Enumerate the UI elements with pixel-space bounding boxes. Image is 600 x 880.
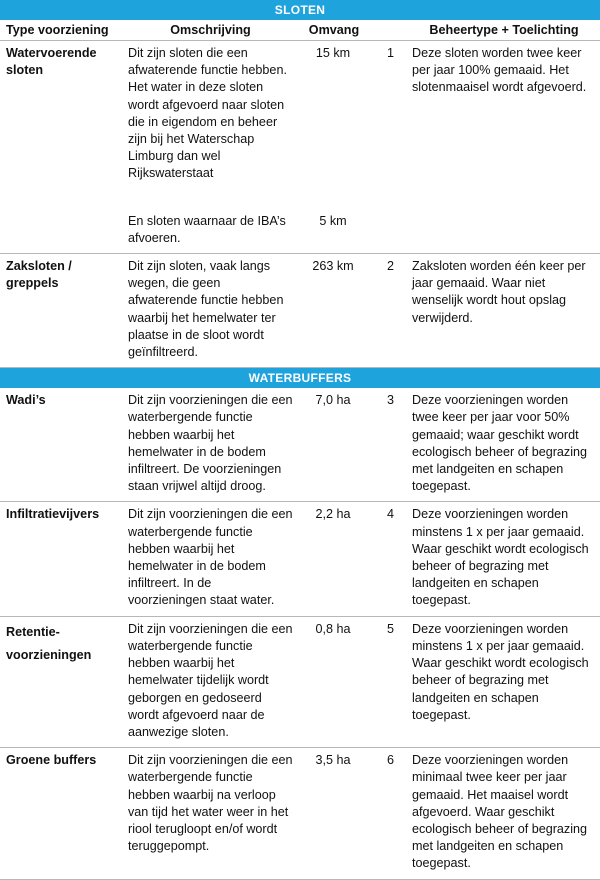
section-header-waterbuffers xyxy=(0,368,600,389)
row-note: Deze sloten worden twee keer per jaar 100% gemaaid. Het slotenmaaisel wordt afgevoerd. xyxy=(412,46,587,95)
row-code: 1 xyxy=(386,46,394,60)
row-code: 2 xyxy=(369,254,406,368)
table-row xyxy=(0,388,600,502)
row-note: Deze voorzieningen worden twee keer per jaar voor 50% gemaaid; waar geschikt wordt ecologisch beheer of begrazing met landgeiten en schapen toegepast. xyxy=(406,388,600,502)
row-description: Dit zijn voorzieningen die een waterbergende functie hebben waarbij het hemelwater tijdelijk wordt geborgen en gedoseerd wordt afgevoerd naar de aanwezige sloten. xyxy=(122,616,297,747)
row-type xyxy=(0,209,122,254)
col-header-size: Omvang xyxy=(297,20,369,41)
row-description: Dit zijn voorzieningen die een waterbergende functie hebben waarbij na verloop van tijd het water weer in het riool terugloopt en/of wordt teruggepompt. xyxy=(122,748,297,879)
column-header-row xyxy=(0,20,600,41)
row-code: 4 xyxy=(369,502,406,616)
row-note: Deze voorzieningen worden minstens 1 x per jaar gemaaid. Waar geschikt wordt ecologisch beheer of begrazing met landgeiten en schapen toegepast. xyxy=(406,502,600,616)
row-description: Dit zijn sloten die een afwaterende functie hebben. Het water in deze sloten wordt afgevoerd naar sloten die in eigendom en beheer zijn bij het Waterschap Limburg dan wel Rijkswaterstaat xyxy=(128,46,287,181)
row-size: 5 km xyxy=(297,209,369,254)
row-size: 7,0 ha xyxy=(297,388,369,502)
table-row xyxy=(0,748,600,879)
table-row xyxy=(0,502,600,616)
col-header-management: Beheertype + Toelichting xyxy=(406,20,600,41)
row-note xyxy=(406,209,600,254)
table-row xyxy=(0,209,600,254)
col-header-code xyxy=(369,20,406,41)
row-type: Wadi’s xyxy=(0,388,122,502)
row-size: 2,2 ha xyxy=(297,502,369,616)
row-type: Infiltratievijvers xyxy=(0,502,122,616)
row-description: Dit zijn sloten, vaak langs wegen, die geen afwaterende functie hebben waarbij het hemelwater ter plaatse in de sloot wordt geïnfiltreerd. xyxy=(122,254,297,368)
row-size: 0,8 ha xyxy=(297,616,369,747)
col-header-type: Type voorziening xyxy=(0,20,122,41)
row-size: 3,5 ha xyxy=(297,748,369,879)
row-size: 263 km xyxy=(297,254,369,368)
row-type: Retentie-voorzieningen xyxy=(0,616,122,747)
row-description: Dit zijn voorzieningen die een waterbergende functie hebben waarbij het hemelwater in de bodem infiltreert. In de voorzieningen staat water. xyxy=(122,502,297,616)
section-title: SLOTEN xyxy=(0,0,600,20)
row-description: Dit zijn voorzieningen die een waterbergende functie hebben waarbij het hemelwater in de bodem infiltreert. De voorzieningen staan vrijwel altijd droog. xyxy=(122,388,297,502)
section-header-sloten xyxy=(0,0,600,20)
table-row xyxy=(0,616,600,747)
row-code xyxy=(369,209,406,254)
row-note: Zaksloten worden één keer per jaar gemaaid. Waar niet wenselijk wordt hout opslag verwijderd. xyxy=(406,254,600,368)
row-size: 15 km xyxy=(315,46,351,60)
table-row xyxy=(0,41,600,209)
row-description: En sloten waarnaar de IBA’s afvoeren. xyxy=(122,209,297,254)
row-note: Deze voorzieningen worden minimaal twee keer per jaar gemaaid. Het maaisel wordt afgevoerd. Waar geschikt ecologisch beheer of begrazing met landgeiten en schapen toegepast. xyxy=(406,748,600,879)
row-note: Deze voorzieningen worden minstens 1 x per jaar gemaaid. Waar geschikt wordt ecologisch beheer of begrazing met landgeiten en schapen toegepast. xyxy=(406,616,600,747)
row-type: Zaksloten / greppels xyxy=(0,254,122,368)
row-type: Groene buffers xyxy=(0,748,122,879)
col-header-description: Omschrijving xyxy=(122,20,297,41)
table-row xyxy=(0,254,600,368)
row-code: 6 xyxy=(369,748,406,879)
section-title: WATERBUFFERS xyxy=(0,368,600,389)
row-type: Watervoerende sloten xyxy=(6,46,97,78)
row-code: 3 xyxy=(369,388,406,502)
row-code: 5 xyxy=(369,616,406,747)
